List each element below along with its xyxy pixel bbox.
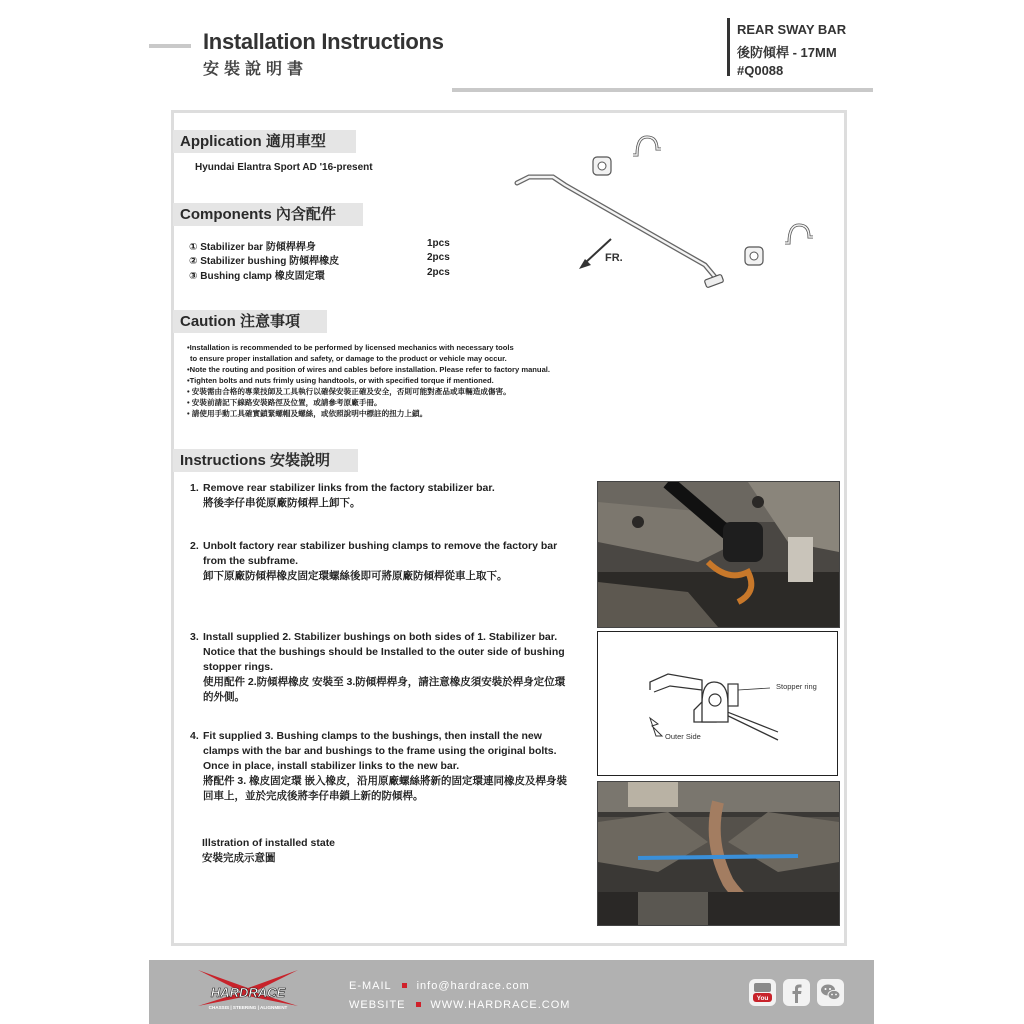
instruction-step-4 [190,729,590,804]
caution-heading: Caution 注意事項 [173,310,327,333]
brand-name: HARDRACE [210,985,286,1000]
step-text-zh: 卸下原廠防傾桿橡皮固定環螺絲後即可將原廠防傾桿從車上取下。 [203,570,508,582]
component-item: ③ Bushing clamp 橡皮固定環 [189,271,325,282]
caution-list [187,342,627,419]
illustration-caption-zh: 安裝完成示意圖 [202,852,276,864]
website-link[interactable]: WWW.HARDRACE.COM [430,999,571,1011]
wechat-icon[interactable] [817,979,844,1006]
footer-email-row [349,976,530,994]
application-heading: Application 適用車型 [173,130,356,153]
components-heading: Components 內含配件 [173,203,363,226]
step-text-zh: 回車上，並於完成後將李仔串鎖上新的防傾桿。 [203,790,424,802]
footer-website-row [349,995,570,1013]
component-item: ② Stabilizer bushing 防傾桿橡皮 [189,256,340,267]
step-text: Install supplied 2. Stabilizer bushings on both sides of 1. Stabilizer bar. [203,631,558,643]
caution-line: • 請使用手動工具確實鎖緊螺帽及螺絲，或依照說明中標註的扭力上鎖。 [187,409,428,418]
instruction-step-2 [190,539,590,584]
caution-line: •Note the routing and position of wires and cables before installation. Please refer to factory manual. [187,365,551,374]
clamp-icon [633,137,661,155]
website-label: WEBSITE [349,999,406,1011]
page-title: Installation Instructions [203,29,444,54]
bushing-diagram [597,631,838,776]
suspension-photo [597,481,840,628]
youtube-icon[interactable] [749,979,776,1006]
component-item: ① Stabilizer bar 防傾桿桿身 [189,242,316,253]
svg-text:You: You [756,995,769,1002]
bullet-icon [402,983,407,988]
header-rule-right [452,88,873,92]
header-divider [727,18,730,76]
step-text-zh: 的外側。 [203,691,245,703]
email-label: E-MAIL [349,980,392,992]
bullet-icon [416,1002,421,1007]
instruction-step-3 [190,630,590,705]
step-text: stopper rings. [203,661,274,673]
step-text-zh: 將後李仔串從原廠防傾桿上卸下。 [203,497,361,509]
hardrace-logo [178,966,318,1012]
caution-line: • 安裝需由合格的專業技師及工具執行以確保安裝正確及安全，否則可能對產品或車輛造成傷害。 [187,387,511,396]
component-qty: 2pcs [427,267,450,278]
caution-line: •Tighten bolts and nuts frimly using handtools, or with specified torque if mentioned. [187,376,494,385]
bushing-icon [593,157,611,175]
step-text-zh: 將配件 3. 橡皮固定環 嵌入橡皮，沿用原廠螺絲將新的固定環連同橡皮及桿身裝 [203,775,568,787]
front-direction-label: FR. [605,252,623,264]
illustration-caption: Illstration of installed state [202,837,336,849]
facebook-icon[interactable] [783,979,810,1006]
step-text: Notice that the bushings should be Installed to the outer side of bushing [203,646,565,658]
step-text: clamps with the bar and bushings to the frame using the original bolts. [203,745,557,757]
instructions-heading: Instructions 安裝說明 [173,449,358,472]
product-name: REAR SWAY BAR [737,22,847,37]
part-number: #Q0088 [737,63,784,78]
step-text: Unbolt factory rear stabilizer bushing clamps to remove the factory bar [203,540,558,552]
bushing-icon [745,247,763,265]
component-qty: 2pcs [427,252,450,263]
step-number: 3. [190,631,199,643]
component-qty: 1pcs [427,238,450,249]
step-number: 1. [190,482,199,494]
stopper-ring-label: Stopper ring [776,682,817,691]
brand-tagline: CHASSIS | STEERING | ALIGNMENT [208,1005,288,1010]
step-text: Remove rear stabilizer links from the factory stabilizer bar. [203,482,495,494]
email-link[interactable]: info@hardrace.com [416,980,530,992]
step-number: 4. [190,730,199,742]
instruction-step-1 [190,481,590,511]
clamp-icon [785,225,813,243]
step-number: 2. [190,540,199,552]
caution-line: • 安裝前請記下線路安裝路徑及位置，或請參考原廠手冊。 [187,398,382,407]
vehicle-fitment: Hyundai Elantra Sport AD '16-present [195,162,373,173]
caution-line: •Installation is recommended to be performed by licensed mechanics with necessary tools [187,343,514,352]
step-text-zh: 使用配件 2.防傾桿橡皮 安裝至 3.防傾桿桿身，請注意橡皮須安裝於桿身定位環 [203,676,566,688]
step-text: Fit supplied 3. Bushing clamps to the bushings, then install the new [203,730,542,742]
page-title-zh: 安裝說明書 [203,59,309,78]
step-text: Once in place, install stabilizer links to the new bar. [203,760,460,772]
installed-state-photo [597,781,840,926]
parts-diagram [505,125,835,305]
product-name-zh: 後防傾桿 - 17MM [737,45,837,60]
header-rule-left [149,44,191,48]
step-text: from the subframe. [203,555,299,567]
outer-side-label: Outer Side [665,732,701,741]
caution-line: to ensure proper installation and safety, or damage to the product or vehicle may occur. [190,354,507,363]
